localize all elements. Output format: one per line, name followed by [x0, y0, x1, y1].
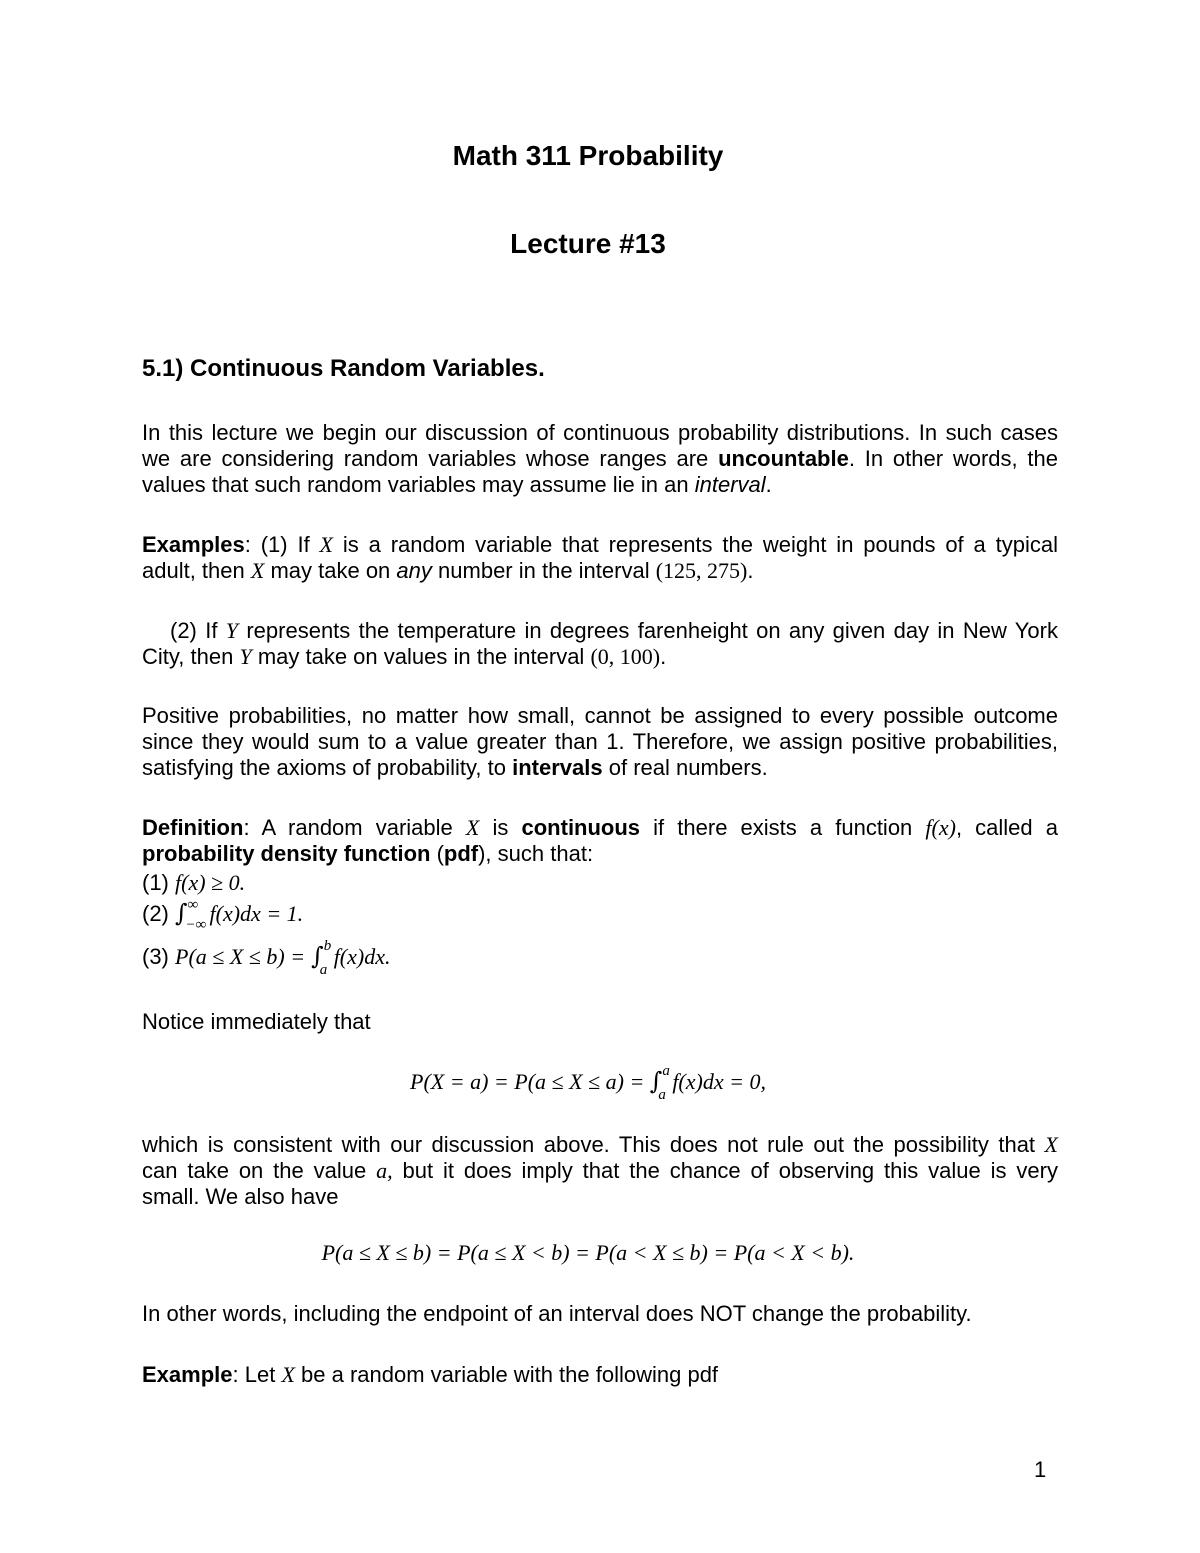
endpoint-note: In other words, including the endpoint of an interval does NOT change the probability.	[142, 1301, 972, 1326]
positive-line-1: Positive probabilities, no matter how small, cannot be assigned to every possible outcome	[142, 703, 1058, 728]
positive-line-3: satisfying the axioms of probability, to intervals of real numbers.	[142, 755, 768, 780]
notice-equation: P(X = a) = P(a ≤ X ≤ a) = ∫ a a f(x)dx = 0,	[410, 1063, 766, 1103]
definition-line-1: Definition: A random variable X is continuous if there exists a function f(x), called a	[142, 815, 1059, 840]
lecture-number: Lecture #13	[510, 228, 666, 259]
endpoint-equation: P(a ≤ X ≤ b) = P(a ≤ X < b) = P(a < X ≤ b) = P(a < X < b).	[321, 1240, 855, 1265]
consistent-line-2: can take on the value a, but it does imply that the chance of observing this value is very	[142, 1158, 1058, 1183]
integral-sign: ∫	[649, 1067, 663, 1095]
document-title: Math 311 Probability	[452, 140, 724, 171]
definition-label: Definition	[142, 815, 244, 840]
interval-0-100: (0, 100)	[590, 644, 661, 669]
example-1-line-1: Examples: (1) If X is a random variable that represents the weight in pounds of a typical	[142, 532, 1058, 557]
example-1-line-2: adult, then X may take on any number in the interval (125, 275).	[142, 558, 754, 583]
example-2-line-2: City, then Y may take on values in the interval (0, 100).	[142, 644, 667, 669]
intro-line-2: we are considering random variables whose ranges are uncountable. In other words, the	[142, 446, 1058, 471]
example-pdf-intro: Example: Let X be a random variable with the following pdf	[142, 1362, 719, 1387]
section-heading: 5.1) Continuous Random Variables.	[142, 355, 545, 382]
example-2-line-1: (2) If Y represents the temperature in degrees farenheight on any given day in New York	[170, 618, 1058, 643]
interval-125-275: (125, 275)	[655, 558, 748, 583]
condition-2: (2) ∫ ∞ −∞ f(x)dx = 1.	[142, 897, 304, 933]
definition-line-2: probability density function (pdf), such that:	[142, 841, 594, 866]
notice-text: Notice immediately that	[142, 1009, 371, 1034]
integral-sign: ∫	[175, 899, 188, 927]
consistent-line-1: which is consistent with our discussion above. This does not rule out the possibility that X	[142, 1132, 1058, 1157]
interval-term: interval	[694, 472, 766, 497]
consistent-line-3: small. We also have	[142, 1184, 339, 1209]
page-number: 1	[1034, 1457, 1047, 1482]
integral-sign: ∫	[311, 942, 324, 970]
examples-label: Examples	[142, 532, 245, 557]
uncountable-term: uncountable	[718, 446, 849, 471]
intervals-term: intervals	[512, 755, 603, 780]
intro-line-3: values that such random variables may assume lie in an interval.	[142, 472, 772, 497]
pdf-term: probability density function	[142, 841, 431, 866]
positive-line-2: since they would sum to a value greater than 1. Therefore, we assign positive probabilities,	[142, 729, 1058, 754]
condition-1: (1) f(x) ≥ 0.	[142, 870, 246, 895]
example-label: Example	[142, 1362, 233, 1387]
condition-3: (3) P(a ≤ X ≤ b) = ∫ b a f(x)dx.	[142, 938, 391, 978]
intro-line-1: In this lecture we begin our discussion of continuous probability distributions. In such cases	[142, 420, 1058, 445]
